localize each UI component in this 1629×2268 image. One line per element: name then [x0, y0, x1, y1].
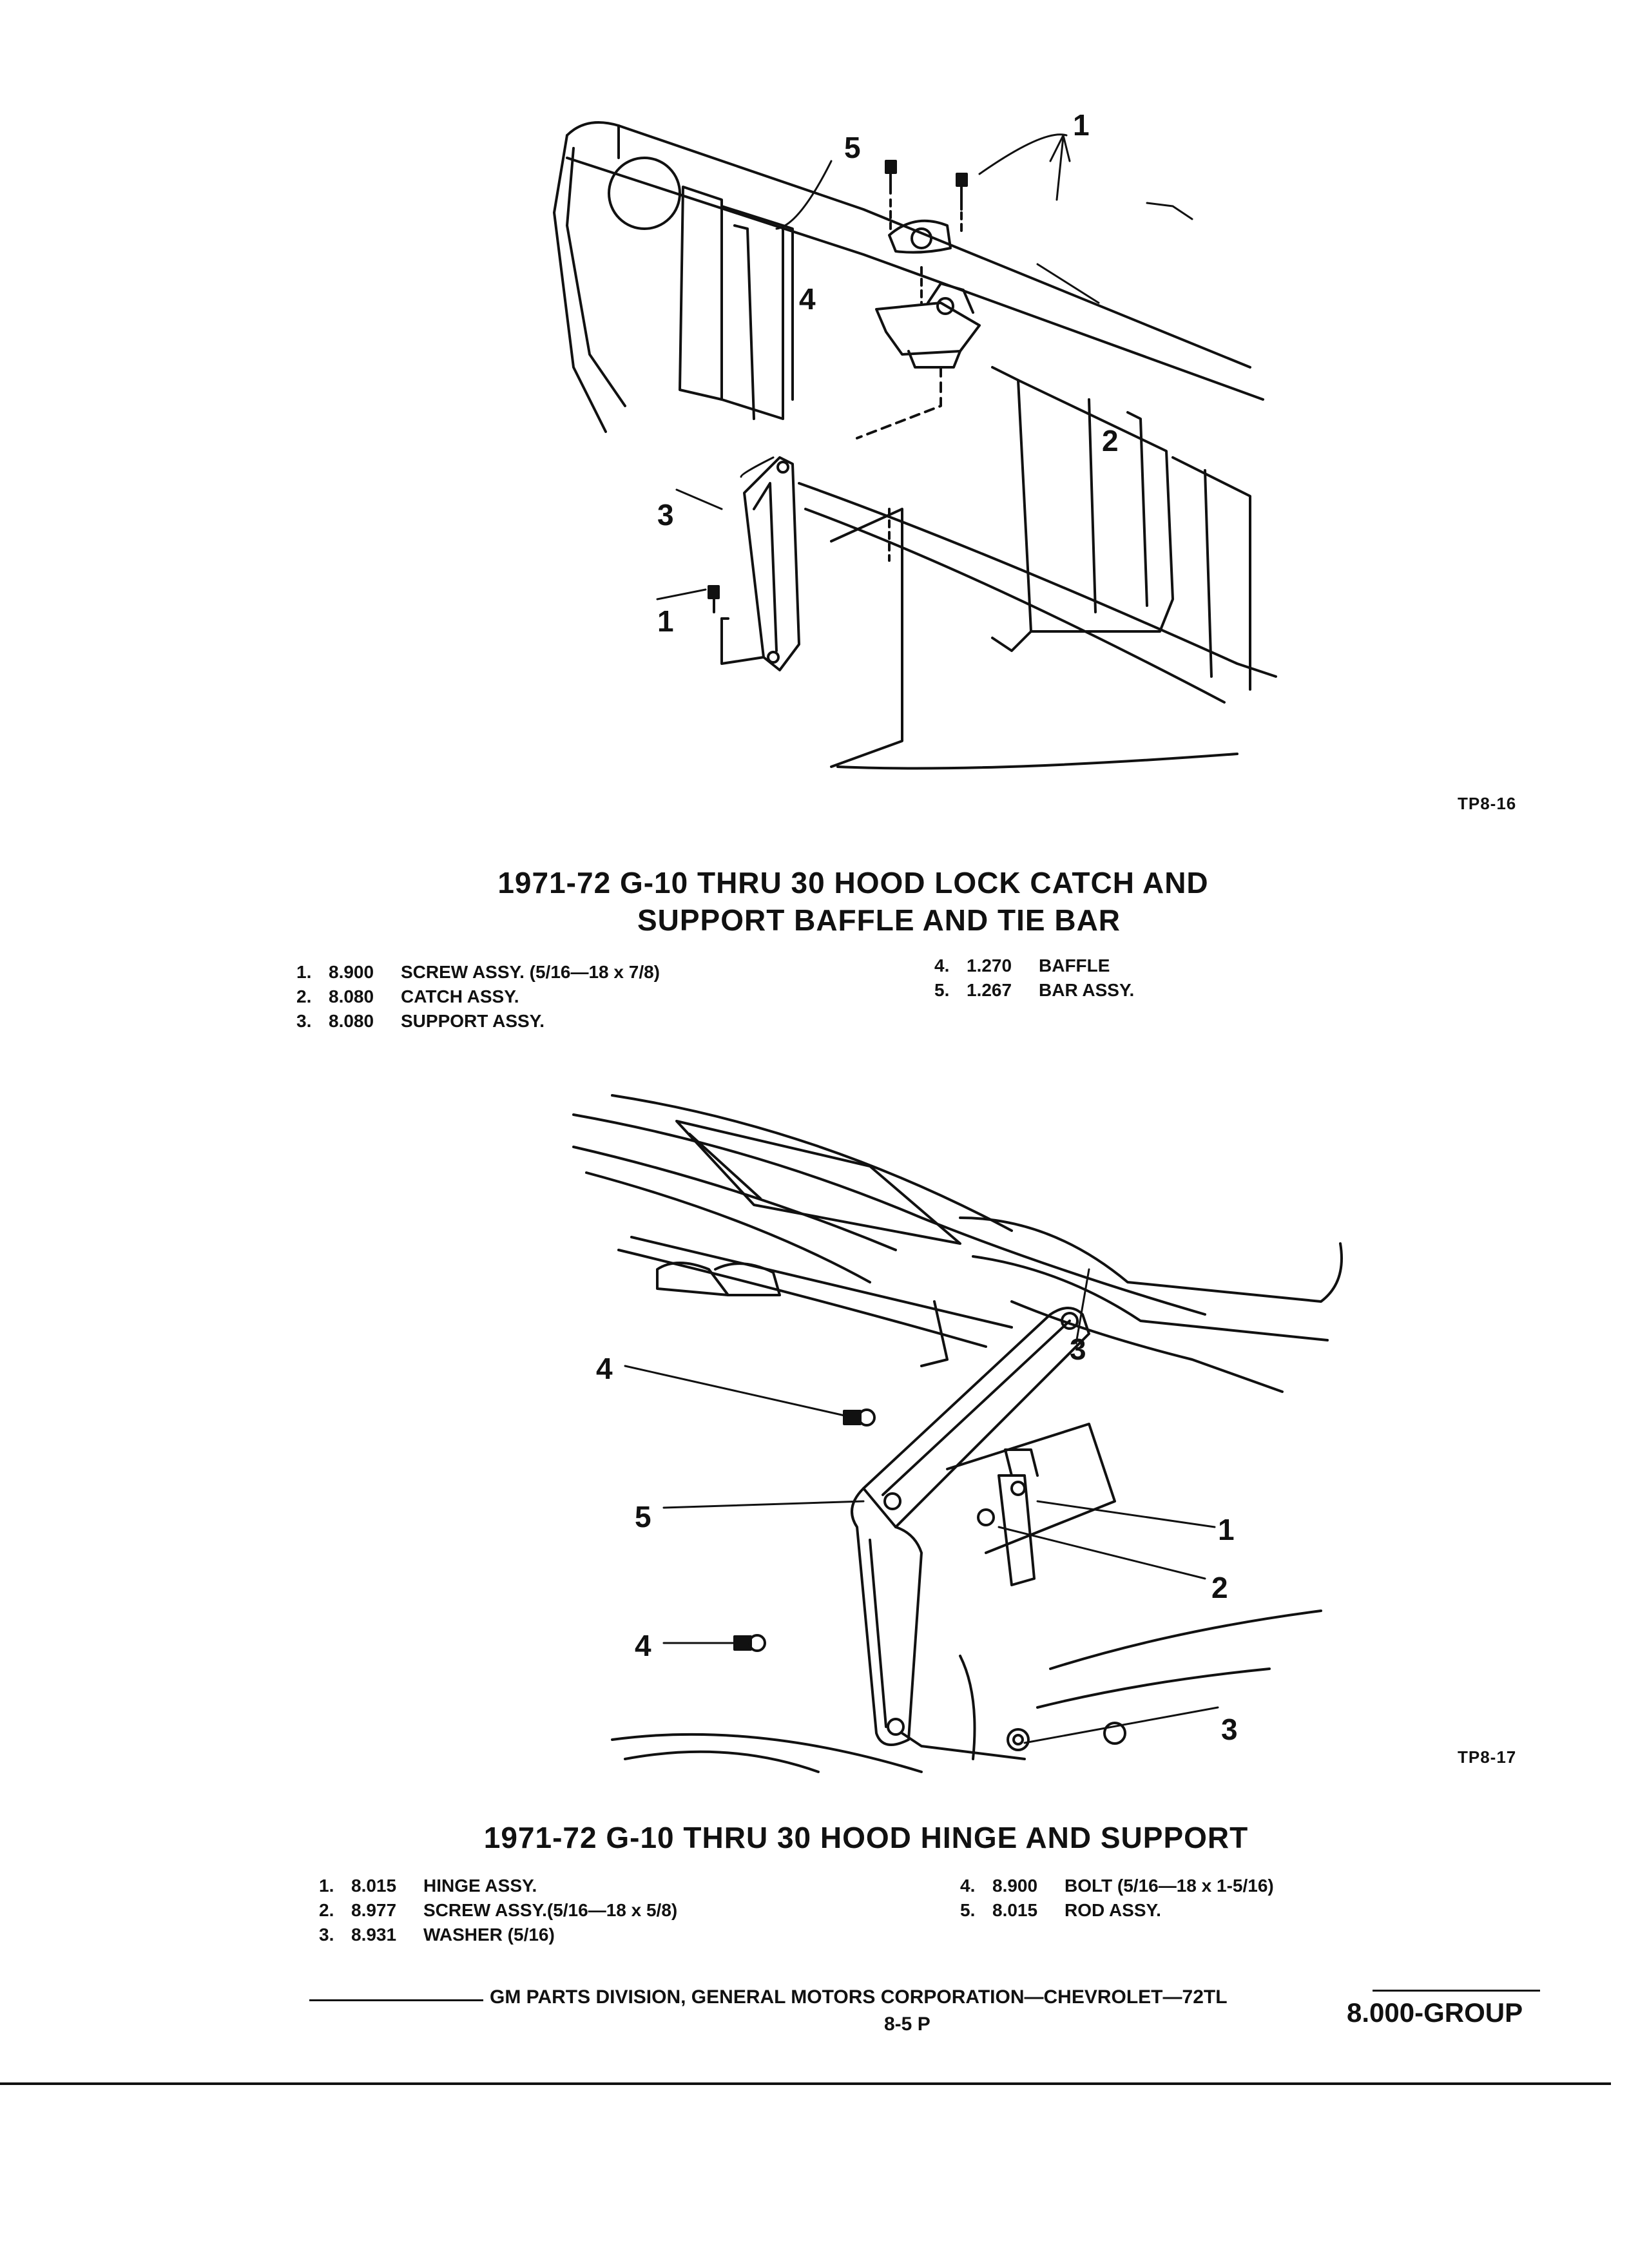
part-number: 4. — [934, 956, 950, 975]
callout-5: 5 — [844, 131, 861, 164]
part-description: ROD ASSY. — [1065, 1900, 1161, 1920]
callout-1: 1 — [1218, 1513, 1235, 1546]
part-description: BAFFLE — [1039, 956, 1110, 975]
callout-2: 2 — [1102, 424, 1119, 457]
footer-group: 8.000-GROUP — [1347, 1997, 1523, 2028]
callout-3-top: 3 — [1070, 1332, 1086, 1366]
figure-code-tp8-17: TP8-17 — [1458, 1747, 1517, 1767]
part-row — [934, 978, 1134, 1003]
hood-hinge-drawing — [561, 1089, 1353, 1778]
callout-5: 5 — [635, 1500, 651, 1533]
footer-page-number: 8-5 P — [884, 2013, 930, 2035]
part-number: 4. — [960, 1876, 976, 1896]
footer-rule-right — [1373, 1990, 1540, 1992]
part-row — [319, 1874, 677, 1898]
callout-3-bottom: 3 — [1221, 1713, 1238, 1746]
page-bottom-rule — [0, 2082, 1611, 2085]
part-row — [296, 985, 660, 1009]
part-code: 1.267 — [967, 980, 1012, 1000]
part-number: 2. — [319, 1900, 334, 1920]
callout-1-top: 1 — [1073, 108, 1090, 142]
part-code: 8.080 — [329, 986, 374, 1006]
part-code: 8.977 — [351, 1900, 397, 1920]
figure1-title-line1: 1971-72 G-10 THRU 30 HOOD LOCK CATCH AND — [497, 866, 1209, 899]
part-code: 8.900 — [992, 1876, 1038, 1896]
part-code: 8.931 — [351, 1925, 397, 1945]
part-description: SCREW ASSY. (5/16—18 x 7/8) — [401, 962, 660, 982]
part-code: 1.270 — [967, 956, 1012, 975]
figure2-title: 1971-72 G-10 THRU 30 HOOD HINGE AND SUPPORT — [483, 1821, 1249, 1854]
part-row — [296, 960, 660, 985]
figure1-title-line2: SUPPORT BAFFLE AND TIE BAR — [637, 903, 1121, 937]
part-row — [319, 1898, 677, 1923]
footer-division: GM PARTS DIVISION, GENERAL MOTORS CORPORATION—CHEVROLET—72TL — [490, 1986, 1228, 2008]
callout-4: 4 — [799, 282, 816, 316]
part-row — [960, 1898, 1274, 1923]
callout-3: 3 — [657, 498, 674, 532]
part-number: 5. — [960, 1900, 976, 1920]
part-number: 3. — [296, 1011, 312, 1031]
figure1-parts-right — [934, 954, 1134, 1003]
footer-rule-left — [309, 1999, 483, 2001]
part-code: 8.015 — [992, 1900, 1038, 1920]
part-number: 3. — [319, 1925, 334, 1945]
callout-4-top: 4 — [596, 1352, 613, 1385]
part-number: 1. — [296, 962, 312, 982]
part-number: 1. — [319, 1876, 334, 1896]
part-description: BAR ASSY. — [1039, 980, 1135, 1000]
part-row — [296, 1009, 660, 1033]
figure2-parts-right — [960, 1874, 1274, 1923]
part-description: SCREW ASSY.(5/16—18 x 5/8) — [423, 1900, 678, 1920]
part-description: WASHER (5/16) — [423, 1925, 555, 1945]
part-description: CATCH ASSY. — [401, 986, 519, 1006]
part-description: SUPPORT ASSY. — [401, 1011, 545, 1031]
part-code: 8.015 — [351, 1876, 397, 1896]
part-row — [319, 1923, 677, 1947]
part-number: 2. — [296, 986, 312, 1006]
callout-2: 2 — [1211, 1571, 1228, 1604]
part-code: 8.080 — [329, 1011, 374, 1031]
callout-4-bottom: 4 — [635, 1629, 651, 1662]
hood-lock-catch-drawing — [528, 97, 1302, 793]
callout-1-bottom: 1 — [657, 604, 674, 638]
part-row — [960, 1874, 1274, 1898]
figure1-parts-left — [296, 960, 660, 1033]
part-description: HINGE ASSY. — [423, 1876, 537, 1896]
part-row — [934, 954, 1134, 978]
part-code: 8.900 — [329, 962, 374, 982]
figure2-parts-left — [319, 1874, 677, 1947]
figure-code-tp8-16: TP8-16 — [1458, 794, 1517, 813]
part-number: 5. — [934, 980, 950, 1000]
part-description: BOLT (5/16—18 x 1-5/16) — [1065, 1876, 1274, 1896]
